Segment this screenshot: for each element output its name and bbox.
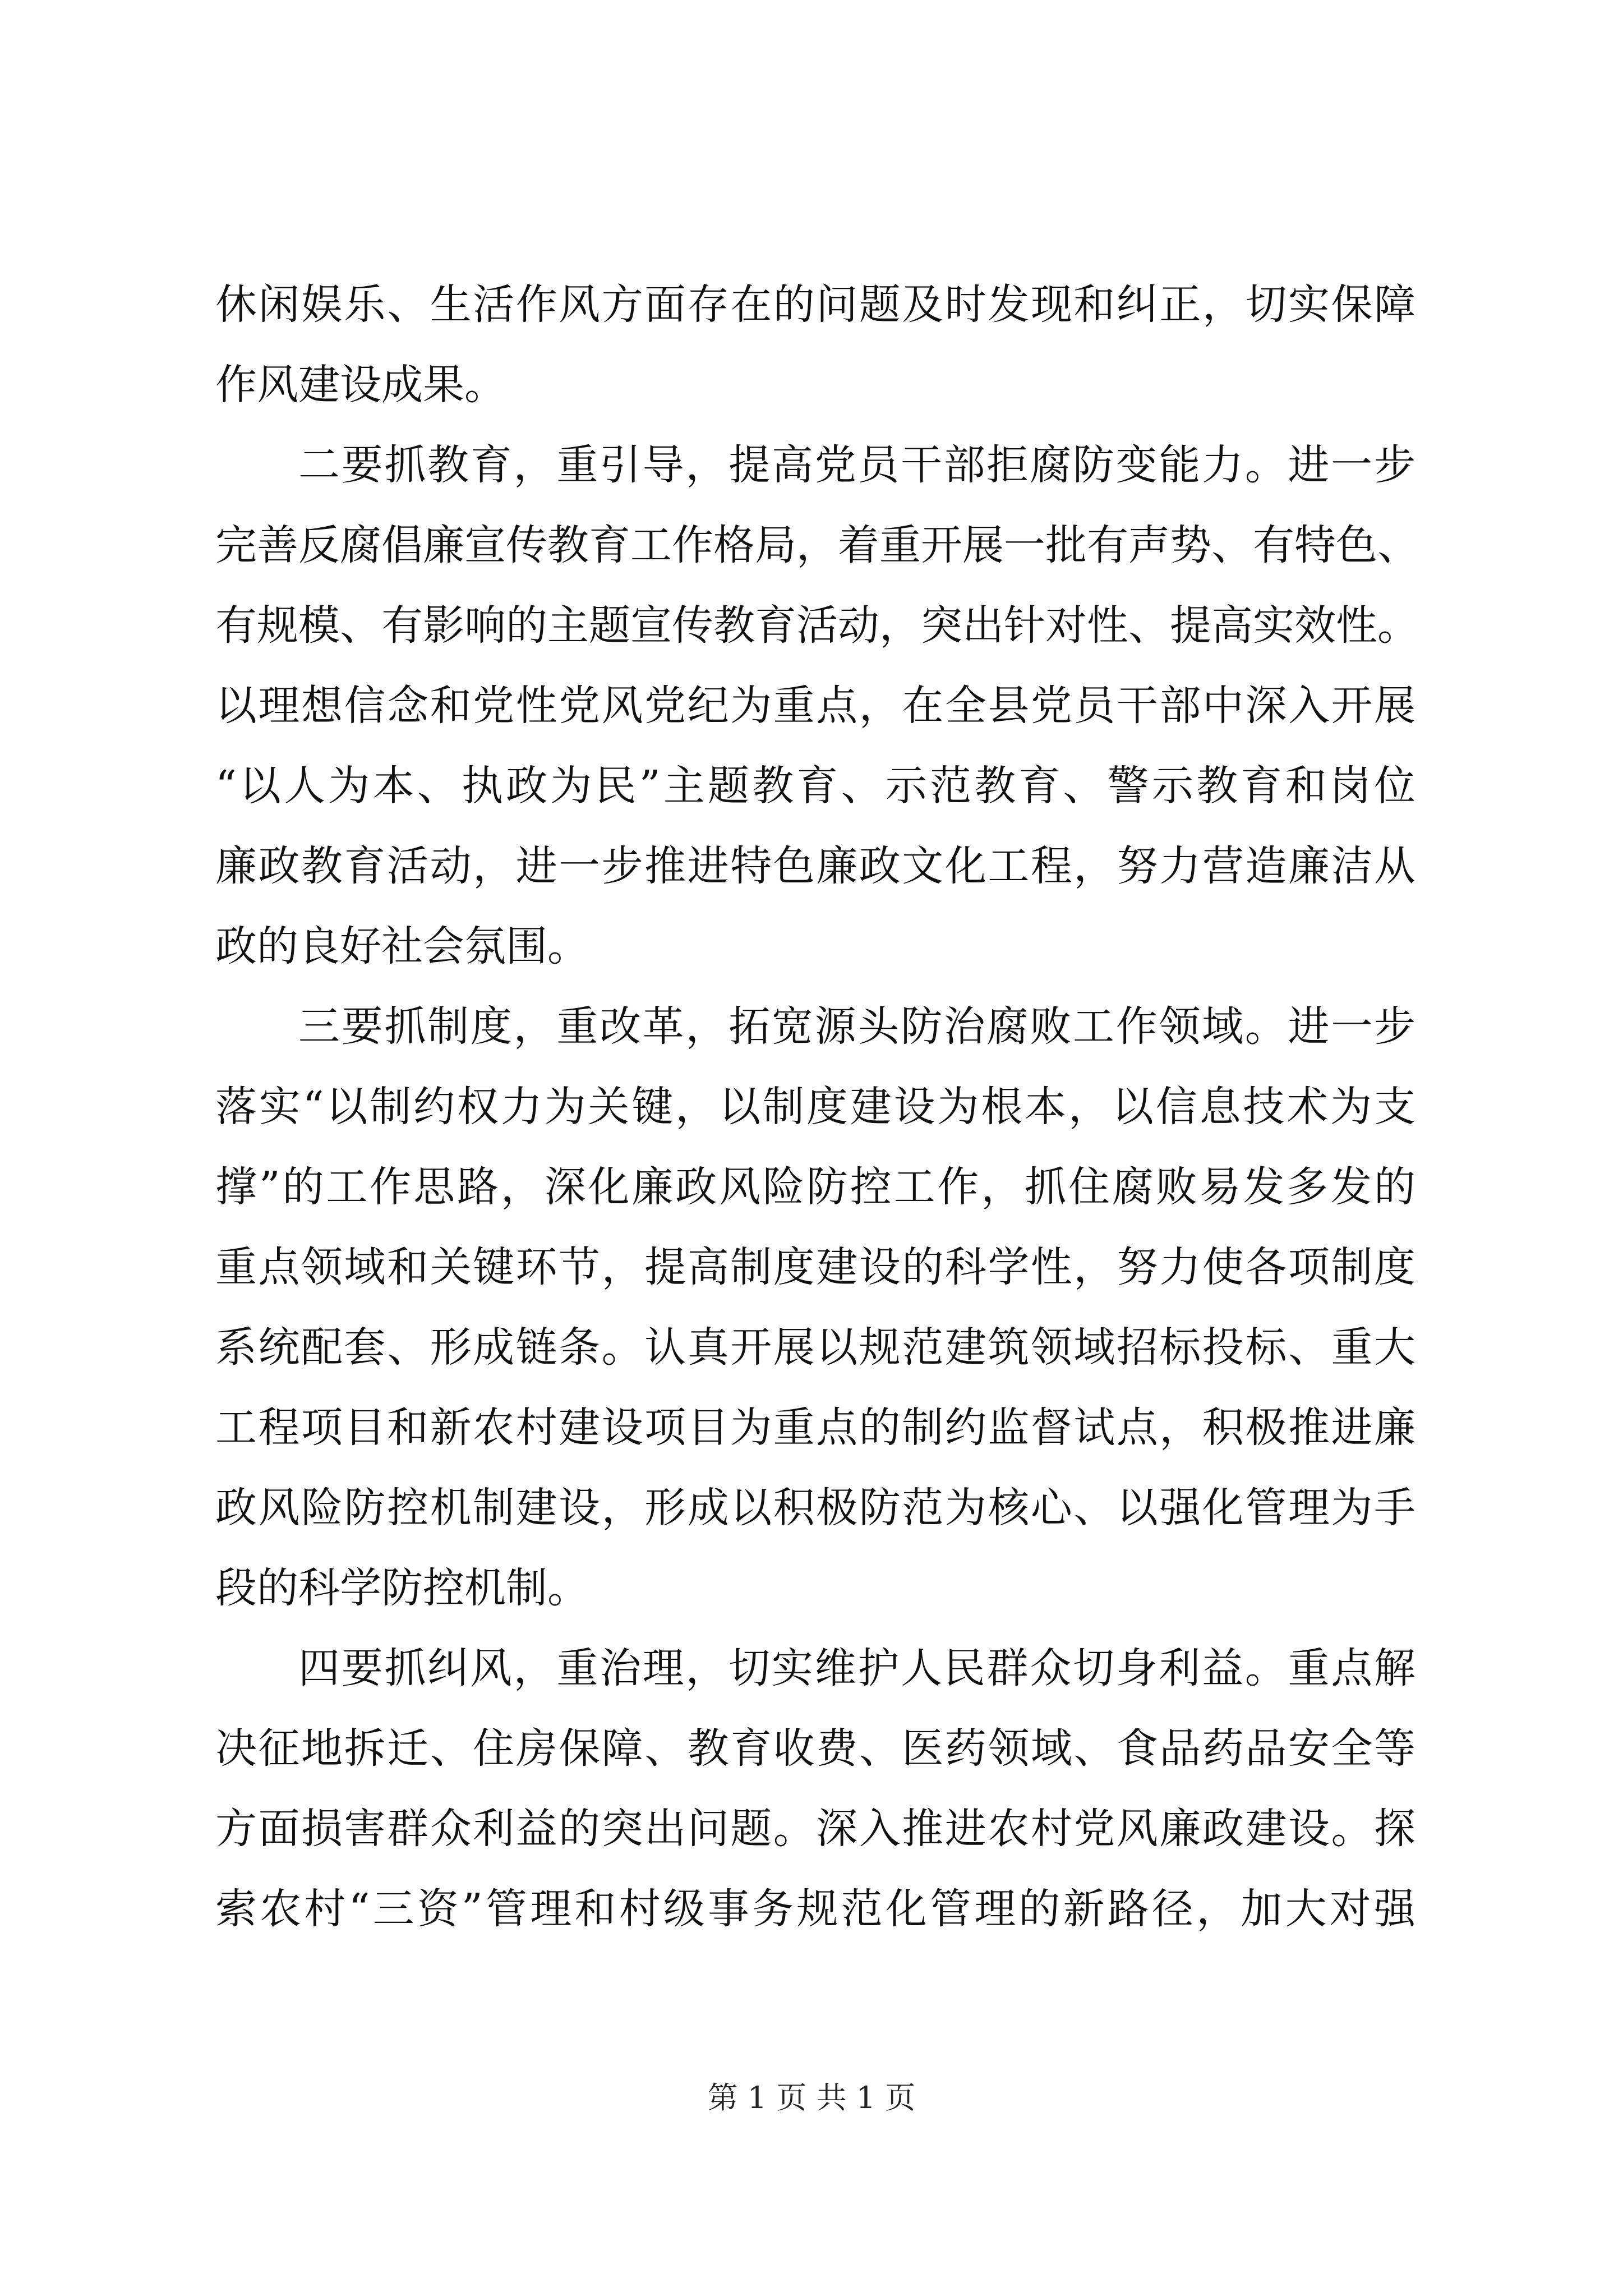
text-line: 系统配套、形成链条。认真开展以规范建筑领域招标投标、重大 <box>215 1323 1415 1372</box>
text-line: 有规模、有影响的主题宣传教育活动，突出针对性、提高实效性。 <box>215 601 1419 650</box>
text-line: 休闲娱乐、生活作风方面存在的问题及时发现和纠正，切实保障 <box>215 280 1415 329</box>
text-line: 政风险防控机制建设，形成以积极防范为核心、以强化管理为手 <box>215 1484 1415 1532</box>
text-line: 政的良好社会氛围。 <box>215 922 589 970</box>
text-line: 段的科学防控机制。 <box>215 1564 589 1612</box>
text-line: 方面损害群众利益的突出问题。深入推进农村党风廉政建设。探 <box>215 1805 1415 1853</box>
text-line: 三要抓制度，重改革，拓宽源头防治腐败工作领域。进一步 <box>298 1002 1415 1051</box>
text-line: “以人为本、执政为民”主题教育、示范教育、警示教育和岗位 <box>215 762 1415 810</box>
text-line: 决征地拆迁、住房保障、教育收费、医药领域、食品药品安全等 <box>215 1724 1415 1773</box>
text-line: 落实“以制约权力为关键，以制度建设为根本，以信息技术为支 <box>215 1083 1415 1131</box>
text-line: 重点领域和关键环节，提高制度建设的科学性，努力使各项制度 <box>215 1243 1415 1291</box>
body-text <box>215 265 1419 1949</box>
text-line: 廉政教育活动，进一步推进特色廉政文化工程，努力营造廉洁从 <box>215 842 1415 890</box>
text-line: 作风建设成果。 <box>215 361 506 409</box>
text-line: 工程项目和新农村建设项目为重点的制约监督试点，积极推进廉 <box>215 1404 1415 1452</box>
text-line: 四要抓纠风，重治理，切实维护人民群众切身利益。重点解 <box>298 1644 1415 1692</box>
page-number-footer: 第 1 页 共 1 页 <box>707 2080 916 2115</box>
text-line: 索农村“三资”管理和村级事务规范化管理的新路径，加大对强 <box>215 1885 1415 1933</box>
text-line: 完善反腐倡廉宣传教育工作格局，着重开展一批有声势、有特色、 <box>215 521 1419 569</box>
text-line: 二要抓教育，重引导，提高党员干部拒腐防变能力。进一步 <box>298 441 1415 489</box>
text-line: 以理想信念和党性党风党纪为重点，在全县党员干部中深入开展 <box>215 682 1415 730</box>
text-line: 撑”的工作思路，深化廉政风险防控工作，抓住腐败易发多发的 <box>215 1163 1415 1211</box>
